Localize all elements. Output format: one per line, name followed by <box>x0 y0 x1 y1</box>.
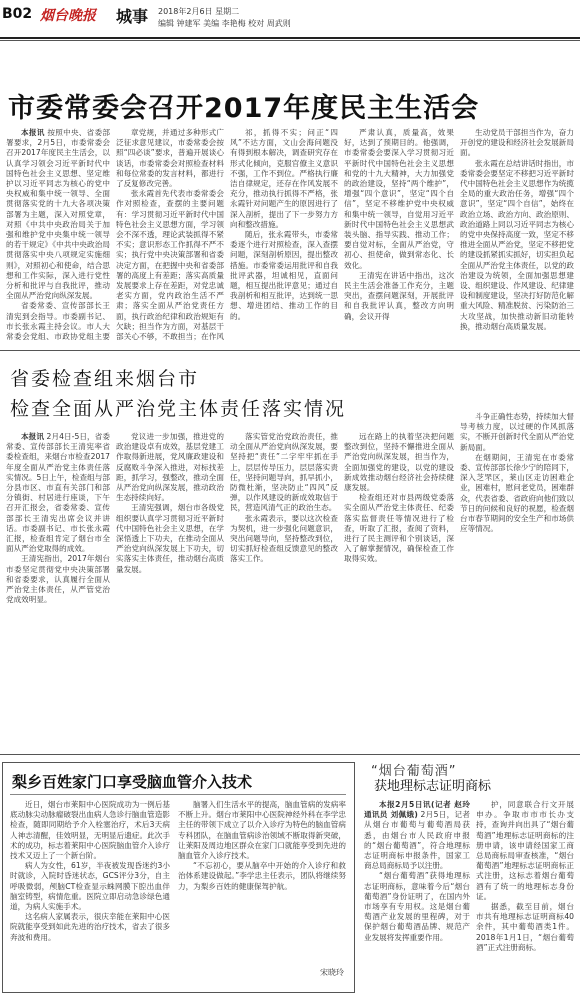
article4-kicker: “烟台葡萄酒” <box>371 764 457 779</box>
page-header <box>0 0 580 36</box>
article3-column-1 <box>10 800 170 986</box>
article4-column-2 <box>476 800 574 990</box>
paragraph: 省委常委、宣传部部长王清宪到会指导。市委副书记、市长张永霞主持会议。市人大常委会党组、市政协党组主要 <box>6 301 110 342</box>
paragraph: 王清宪强调，烟台市各级党组织要认真学习贯彻习近平新时代中国特色社会主义思想，在学深悟透上下功夫，在推动全面从严治党向纵深发展上下功夫，切实落实主体责任，推动烟台高质量发展。 <box>116 503 224 574</box>
article1-column-4 <box>344 128 454 342</box>
paragraph: 张永霞首先代表市委常委会作对照检查，查摆的主要问题有：学习贯彻习近平新时代中国特色社会主义思想方面，学习领会不深不透，理论武装抓得不紧不实；意识形态工作抓得不严不实；执行党中央决策部署和省委决定方面，在把握中央和省委部署的高度上有差距；落实高质量发展要求上存在差距，对党忠诚老实方面，党内政治生活不严肃；落实全面从严治党责任方面，执行政治纪律和政治规矩有欠缺；担当作为方面，对基层干部关心不够，不敢担当；在作风 <box>116 189 224 342</box>
paragraph: 王清宪指出，2017年烟台市委坚定贯彻党中央决策部署和省委要求，认真履行全面从严治党主体责任，从严管党治党成效明显。 <box>6 554 110 605</box>
paragraph: 严肃认真，质量高，效果好，达到了预期目的。他强调，市委常委会要深入学习贯彻习近平新时代中国特色社会主义思想和党的十九大精神，大力加强党的政治建设，坚持“两个维护”，增强“四个意识”，坚定“四个自信”，坚定不移维护党中央权威和集中统一领导，自觉用习近平新时代中国特色社会主义思想武装头脑、指导实践、推动工作；要自觉对标，全面从严治党，守初心、担使命，做到常态化、长效化。 <box>344 128 454 270</box>
paragraph: 这名病人家属表示，很庆幸能在莱阳中心医院就能享受到如此先进的治疗技术，省去了很多奔波和费用。 <box>10 912 170 942</box>
date-line: 2018年2月6日 星期二 <box>158 7 240 16</box>
article2-column-4 <box>344 432 454 746</box>
page-code: B02 <box>2 6 33 22</box>
header-rule <box>0 37 580 39</box>
paragraph: 检查组还对市县两级党委落实全面从严治党主体责任、纪委落实监督责任等情况进行了检查，听取了汇报，查阅了资料，进行了民主测评和个别谈话，深入了解掌握情况，确保检查工作取得实效。 <box>344 493 454 564</box>
article2-column-2 <box>116 432 224 746</box>
paragraph: 按照中央、省委部署要求，2月5日，市委常委会召开2017年度民主生活会，以认真学习领会习近平新时代中国特色社会主义思想、坚定维护以习近平同志为核心的党中央权威和集中统一领导、全面贯彻落实党的十九大各项决策部署为主题，深入对照党章，对照《中共中央政治局关于加强和维护党中央集中统一领导的若干规定》《中共中央政治局贯彻落实中央八项规定实施细则》，对照初心和使命，结合思想和工作实际，深入进行党性分析和批评与自我批评，推动全面从严治党向纵深发展。 <box>6 128 110 301</box>
article1-column-5 <box>460 128 574 342</box>
paragraph: 护，同意联合行文开展申办。争取市市市长办支持，查询并向出具了“烟台葡萄酒”地理标志证明商标的注册申请，该申请经国家工商总局商标局审查核准，“烟台葡萄酒”地理标志证明商标正式注册，这标志着烟台葡萄酒有了统一的地理标志身份证。 <box>476 800 574 901</box>
section-divider <box>0 754 580 755</box>
paragraph: 王清宪在讲话中指出，这次民主生活会准备工作充分，主题突出，查摆问题深刻，开展批评和自我批评认真，整改方向明确，会议开得 <box>344 270 454 321</box>
article1-byline: 本报讯 <box>21 128 45 137</box>
article2-byline: 本报讯 <box>21 432 45 441</box>
paragraph: 章党规，并通过多种形式广泛征求意见建议，市委常委会按照“四必谈”要求，普遍开展谈心谈话，市委常委会对照检查材料和每位常委的发言材料，都进行了反复修改完善。 <box>116 128 224 189</box>
article3-rule <box>10 794 346 795</box>
article3-column-2 <box>178 800 346 964</box>
paragraph: “烟台葡萄酒”获得地理标志证明商标，意味着今后“烟台葡萄酒”身份证明了，在国内外市场享有专用权。这是烟台葡萄酒产业发展的里程碑，对于保护烟台葡萄酒品牌、规范产业发展将发挥重要作用。 <box>364 871 470 942</box>
paragraph: 张永霞在总结讲话时指出，市委常委会要坚定不移把习近平新时代中国特色社会主义思想作为统揽全局的重大政治任务，增强“四个意识”，坚定“四个自信”，始终在政治立场、政治方向、政治原则、政治道路上同以习近平同志为核心的党中央保持高度一致，坚定不移推进全面从严治党，坚定不移把党的建设抓紧抓实抓好，切实担负起全面从严治党主体责任，以党的政治建设为统领，全面加强思想建设、组织建设、作风建设、纪律建设和制度建设，坚决打好防范化解重大风险、精准脱贫、污染防治三大攻坚战，加快推动新旧动能转换，推动烟台高质量发展。 <box>460 158 574 331</box>
article3-headline: 梨乡百姓家门口享受脑血管介入技术 <box>12 773 253 791</box>
article1-headline: 市委常委会召开2017年度民主生活会 <box>8 93 480 124</box>
article1-column-2 <box>116 128 224 342</box>
article2-column-5 <box>460 412 574 746</box>
paragraph: 党议进一步加强，推进党的政治建设卓有成效，基层党建工作取得新进展，党风廉政建设和反腐败斗争深入推进，对标找差距，抓学习，强整改，推动全面从严治党向纵深发展，推动政治生态持续向好。 <box>116 432 224 503</box>
article4-byline: 本报2月5日讯(记者 赵玲 通讯员 刘佩娥) <box>364 800 470 820</box>
article3-author: 宋晓玲 <box>320 968 344 977</box>
paper-logo: 烟台晚报 <box>40 8 96 24</box>
article2-headline-line2: 检查全面从严治党主体责任落实情况 <box>10 398 347 420</box>
section-divider <box>0 350 580 351</box>
article1-column-3 <box>230 128 338 342</box>
paragraph: 病人为女性，61岁，半夜被发现昏迷约3小时就诊，入院时昏迷状态，GCS评分3分，自主呼吸微弱，颅脑CT检查显示蛛网膜下腔出血伴脑室铸型，病情危重。医院立即启动急诊绿色通道，为病人实施手术。 <box>10 861 170 912</box>
article2-column-1 <box>6 432 110 746</box>
paragraph: 据悉，截至目前，烟台市共有地理标志证明商标40余件，其中葡萄酒类1件。2018年1月1日，“烟台葡萄酒”正式注册商标。 <box>476 902 574 952</box>
paragraph: 远在路上的执着坚决把问题整改到位，坚持不懈推进全面从严治党向纵深发展，担当作为，全面加强党的建设，以党的建设新成效推动烟台经济社会持续健康发展。 <box>344 432 454 493</box>
paragraph: 斗争正确性态势，持续加大督导考核力度，以过硬的作风抓落实，不断开创新时代全面从严治党新局面。 <box>460 412 574 452</box>
paragraph: 2月5日，记者从烟台市葡萄与葡萄酒局获悉，由烟台市人民政府申报的“烟台葡萄酒”，符合地理标志证明商标申报条件，国家工商总局商标局予以注册。 <box>364 810 470 871</box>
paragraph: 生动党员干部担当作为，奋力开创党的建设和经济社会发展新局面。 <box>460 128 574 158</box>
article2-headline-line1: 省委检查组来烟台市 <box>10 368 200 390</box>
article2-column-3 <box>230 432 338 746</box>
paragraph: 2月4日-5日，省委常委、宣传部部长王清宪率省委检查组，来烟台市检查2017年度全面从严治党主体责任落实情况。5日上午，检查组与部分县市区、市直有关部门和部分镇街、村居进行座谈，下午召开汇报会，省委常委、宣传部部长王清宪出席会议并讲话。市委副书记、市长张永霞汇报，检查组肯定了烟台市全面从严治党取得的成效。 <box>6 432 110 554</box>
article4-column-1 <box>364 800 470 990</box>
staff-line: 编辑 钟建军 美编 李艳梅 校对 周武则 <box>158 19 291 28</box>
header-rule-thin <box>0 40 580 41</box>
paragraph: 随后，张永霞带头，市委常委逐个进行对照检查，深入查摆问题，深刻剖析原因，提出整改措施。市委常委运用批评和自我批评武器，坦诚相见，直面问题，相互提出批评意见；通过自我剖析和相互批评，达到统一思想、增进团结、推动工作的目的。 <box>230 230 338 321</box>
paragraph: 近日，烟台市莱阳中心医院成功为一例后基底动脉尖动脉瘤破裂出血病人急诊行脑血管造影检查，随即同期给予介入栓塞治疗，术后3天病人神志清醒，佳效明显，无明显后遗症。此次手术的成功，标志着莱阳中心医院脑血管介入诊疗技术又迈上了一个新台阶。 <box>10 800 170 861</box>
paragraph: “不忘初心，要从脑卒中开始的介入诊疗和救治体系建设做起。”李学忠主任表示，团队将继续努力，为梨乡百姓的健康保驾护航。 <box>178 861 346 891</box>
paragraph: 在烟期间，王清宪在市委常委、宣传部部长徐少宁的陪同下，深入芝罘区，莱山区走访困难企业，困难村，慰问老党员，困难群众，代表省委、省政府向他们致以节日的问候和良好的祝愿，检查烟台市春节期间的安全生产和市场供应等情况。 <box>460 452 574 534</box>
article4-headline: 获地理标志证明商标 <box>374 779 492 794</box>
paragraph: 脑署入们生活水平的提高，脑血管病的发病率不断上升。烟台市莱阳中心医院神经外科在李学忠主任的带领下成立了以介入诊疗为特色的脑血管病专科团队，在脑血管病诊治领域不断取得新突破，让莱阳及周边地区群众在家门口就能享受到先进的脑血管介入诊疗技术。 <box>178 800 346 861</box>
article1-column-1 <box>6 128 110 342</box>
paragraph: 祁，抓得不实；问正“四风”不达方面，文山会海问题没有得到根本解决，调查研究存在形式化倾向，克服官僚主义意识不强，工作不到位。严格执行廉洁自律规定，还存在作风发展不充分，推动执行抓得不严格，张永霞针对问题产生的原因进行了深入剖析，提出了下一步努力方向和整改措施。 <box>230 128 338 229</box>
paragraph: 落实管党治党政治责任，推动全面从严治党向纵深发展，要坚持把“责任”二字牢牢抓在手上，层层传导压力，层层落实责任，坚持问题导向，抓早抓小，防微杜渐，坚决防止“四风”反弹，以作风建设的新成效取信于民，营造风清气正的政治生态。 <box>230 432 338 513</box>
section-title: 城事 <box>116 7 149 26</box>
paragraph: 张永霞表示，要以这次检查为契机，进一步强化问题意识，突出问题导向，坚持整改到位，切实抓好检查组反馈意见的整改落实工作。 <box>230 513 338 564</box>
